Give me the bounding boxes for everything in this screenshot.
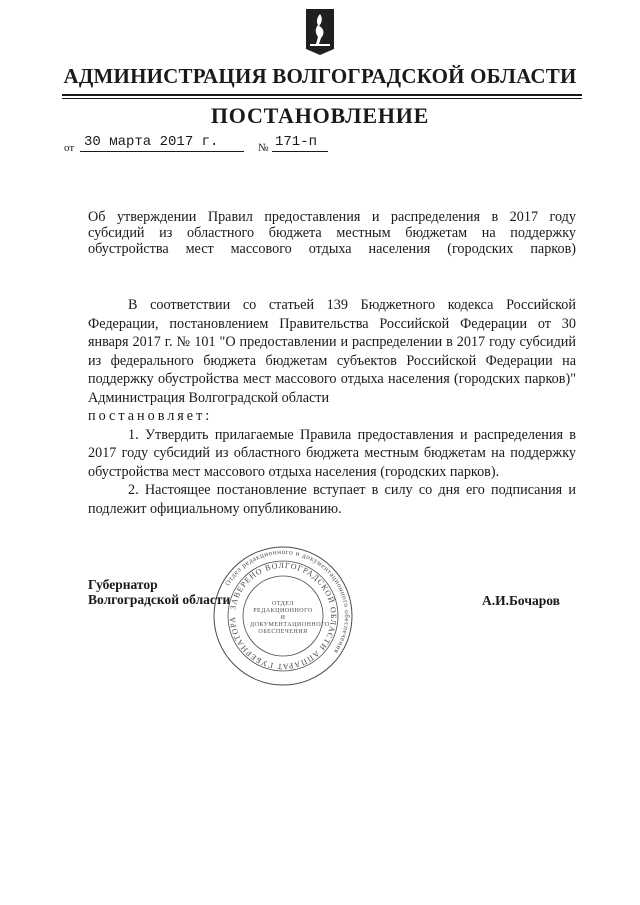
signatory-title-line-1: Губернатор [88, 577, 158, 592]
stamp-outer-text: Отдел редакционного и документационного обеспечения [223, 547, 352, 656]
subject-line: обустройства мест массового отдыха населения (городских парков) [88, 241, 576, 257]
document-type-title: ПОСТАНОВЛЕНИЕ [210, 103, 430, 128]
number-underline [272, 151, 328, 152]
subject-line: Об утверждении Правил предоставления и распределения в 2017 году [88, 209, 576, 225]
stamp-inner-text: ЗАВЕРЕНО ВОЛГОГРАДСКОЙ ОБЛАСТИ АППАРАТ ГУБЕРНАТОРА [227, 560, 339, 672]
document-body [88, 296, 576, 518]
signatory-name: А.И.Бочаров [482, 593, 560, 608]
header-rule-thick [62, 94, 582, 96]
number-prefix: № [258, 142, 269, 154]
organization-title: АДМИНИСТРАЦИЯ ВОЛГОГРАДСКОЙ ОБЛАСТИ [63, 64, 577, 88]
stamp-center-text: ОТДЕЛ РЕДАКЦИОННОГО И ДОКУМЕНТАЦИОННОГО ОБЕСПЕЧЕНИЯ [250, 601, 330, 635]
date-underline [80, 151, 244, 152]
volgograd-coat-of-arms-icon [305, 8, 335, 56]
signatory-title [88, 577, 230, 607]
header-rule-thin [62, 98, 582, 99]
date-prefix: от [64, 142, 75, 154]
body-item-2: 2. Настоящее постановление вступает в силу со дня его подписания и подлежит официальному опубликованию. [88, 482, 576, 517]
document-meta-row [62, 132, 462, 156]
signatory-title-line-2: Волгоградской области [88, 592, 231, 607]
subject-line: субсидий из областного бюджета местным бюджетам на поддержку [88, 225, 576, 241]
document-subject [88, 209, 576, 257]
decree-word: постановляет: [88, 408, 213, 424]
body-item-1: 1. Утвердить прилагаемые Правила предоставления и распределения в 2017 году субсидий из областного бюджета местным бюджетам на поддержку обустройства мест массового отдыха населения (городских парков). [88, 426, 576, 480]
body-intro: В соответствии со статьей 139 Бюджетного кодекса Российской Федерации, постановлением Правительства Российской Федерации от 30 января 2017 г. № 101 "О предоставлении и распределении в 2017 году субсидий из федерального бюджета бюджетам субъектов Российской Федерации на поддержку обустройства мест массового отдыха населения (городских парков)" Администрация Волгоградской области [88, 297, 576, 406]
official-stamp [212, 545, 354, 687]
document-date: 30 марта 2017 г. [84, 134, 219, 150]
document-number: 171-п [275, 134, 318, 150]
